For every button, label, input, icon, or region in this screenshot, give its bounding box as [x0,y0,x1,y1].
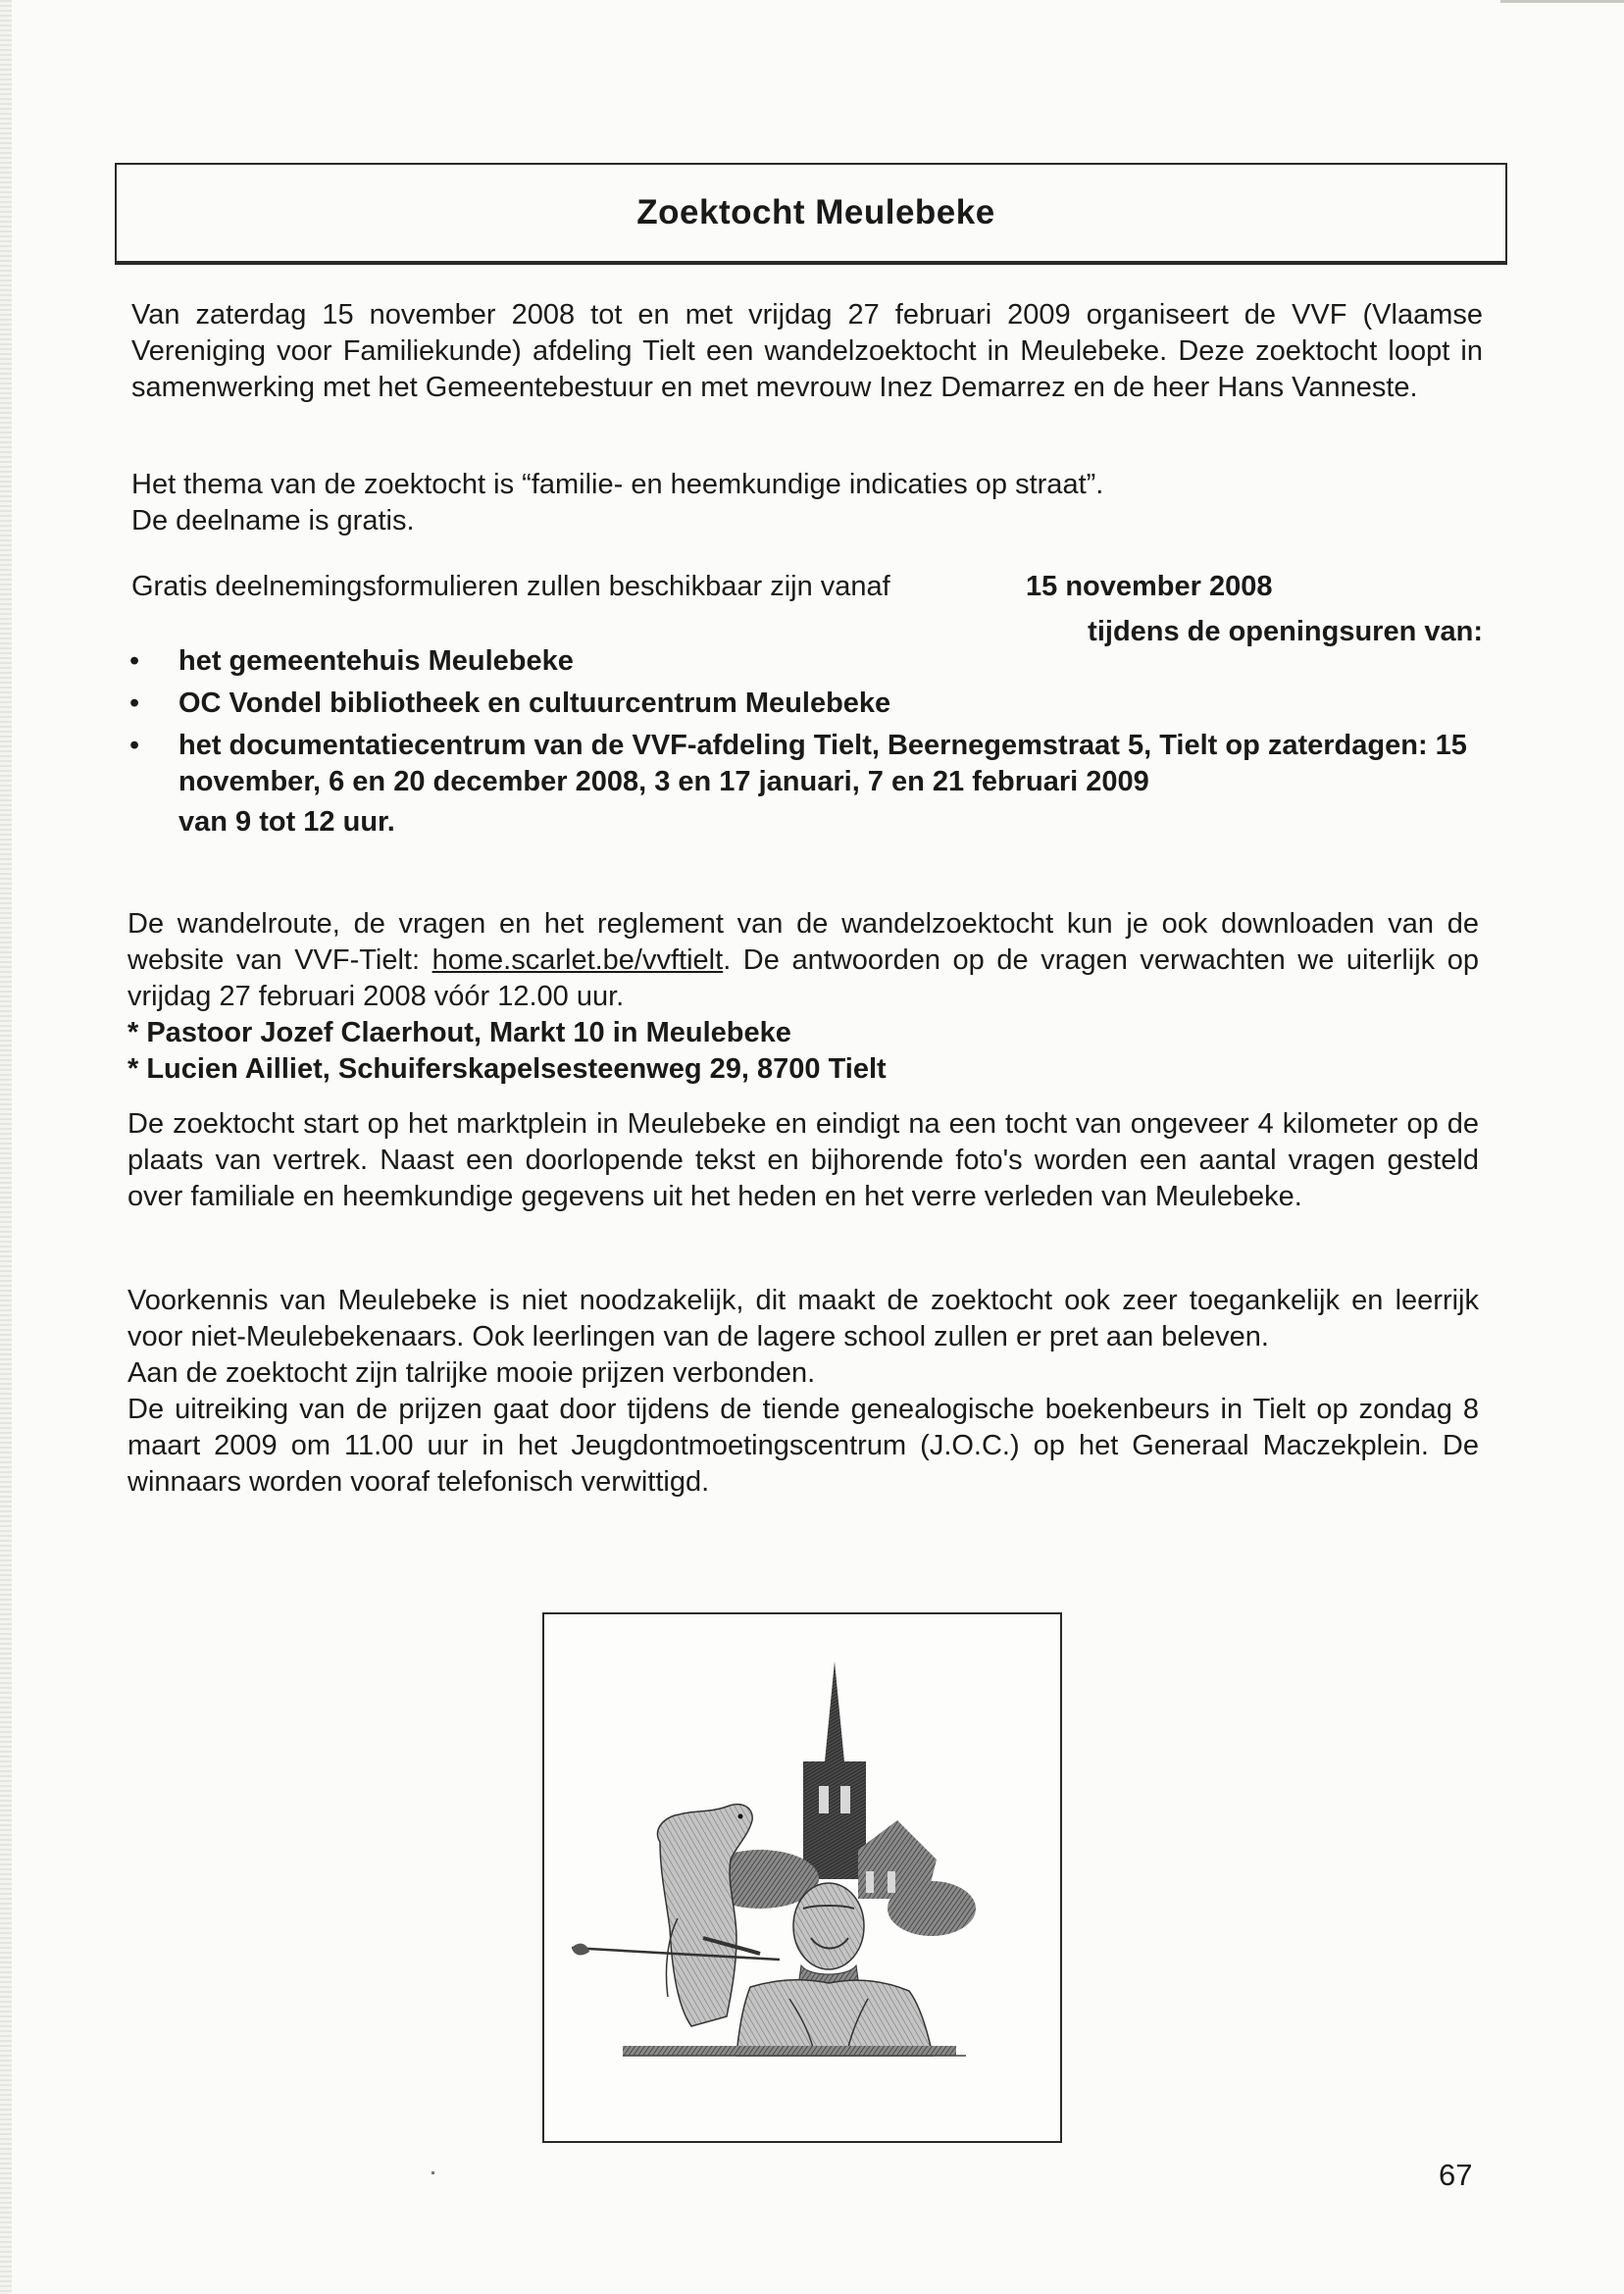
availability-row [131,569,1483,605]
route-paragraph: De zoektocht start op het marktplein in Meulebeke en eindigt na een tocht van ongeveer 4 kilometer op de plaats van vertrek. Naast een doorlopende tekst en bijhorende foto's worden een aantal vragen gesteld over familiale en heemkundige gegevens uit het heden en het verre verleden van Meulebeke. [127,1108,1479,1212]
page-number: 67 [1439,2158,1473,2192]
illustration-figure [542,1612,1062,2143]
download-text-end: . De antwoorden op de vragen verwachten we uiterlijk op vrijdag 27 februari 2008 vóór 12.00 uur. [127,944,1479,1012]
location-text: OC Vondel bibliotheek en cultuurcentrum Meulebeke [178,688,891,719]
scan-dot [431,2171,434,2174]
address-ailliet: * Lucien Ailliet, Schuiferskapelsesteenweg 29, 8700 Tielt [127,1053,887,1085]
availability-during: tijdens de openingsuren van: [1088,616,1483,647]
participation-line: De deelname is gratis. [131,505,415,536]
availability-date: 15 november 2008 [1026,571,1273,602]
intro-paragraph: Van zaterdag 15 november 2008 tot en met vrijdag 27 februari 2009 organiseert de VVF (Vlaamse Vereniging voor Familiekunde) afdeling Tielt een wandelzoektocht in Meulebeke. Deze zoektocht loopt in samenwerking met het Gemeentebestuur en met mevrouw Inez Demarrez en de heer Hans Vanneste. [131,299,1483,403]
download-text-start: De wandelroute, de vragen en het reglement van de wandelzoektocht kun je ook downloaden van de website van VVF-Tielt: [127,908,1479,976]
availability-intro: Gratis deelnemingsformulieren zullen beschikbaar zijn vanaf [131,571,890,602]
list-item [127,728,1500,841]
scan-edge [0,0,12,2294]
ceremony-text: De uitreiking van de prijzen gaat door tijdens de tiende genealogische boekenbeurs in Tielt op zondag 8 maart 2009 om 11.00 uur in het Jeugdontmoetingscentrum (J.O.C.) op het Generaal Maczekplein. De winnaars worden vooraf telefonisch verwittigd. [127,1394,1479,1498]
theme-line: Het thema van de zoektocht is “familie- en heemkundige indicaties op straat”. [131,469,1104,500]
bullet-icon: • [129,645,140,677]
list-item [127,643,1500,680]
location-text: het documentatiecentrum van de VVF-afdeling Tielt, Beernegemstraat 5, Tielt op zaterdagen: 15 november, 6 en 20 december 2008, 3 en 17 januari, 7 en 21 februari 2009 [178,730,1467,797]
location-text: het gemeentehuis Meulebeke [178,645,574,677]
prizes-text: Aan de zoektocht zijn talrijke mooie prijzen verbonden. [127,1357,816,1389]
download-text [127,906,1479,1015]
bullet-icon: • [129,730,140,761]
church-spire [825,1661,844,1761]
opening-hours: van 9 tot 12 uur. [178,806,395,838]
download-paragraph [127,906,1479,1088]
locations-list [127,643,1500,846]
scan-mark [1500,0,1624,3]
church-bear-statue-illustration [544,1614,1060,2141]
bear-statue [657,1805,760,2026]
prizes-paragraph [127,1283,1479,1501]
website-link[interactable]: home.scarlet.be/vvftielt [431,944,724,976]
bullet-icon: • [129,688,140,719]
list-item [127,686,1500,722]
page-title: Zoektocht Meulebeke [636,193,995,231]
prior-knowledge-text: Voorkennis van Meulebeke is niet noodzakelijk, dit maakt de zoektocht ook zeer toegankelijk en leerrijk voor niet-Meulebekenaars. Ook leerlingen van de lagere school zullen er pret aan beleven. [127,1285,1479,1352]
church-tower [803,1761,866,1879]
address-claerhout: * Pastoor Jozef Claerhout, Markt 10 in Meulebeke [127,1017,791,1048]
theme-paragraph [131,467,1483,539]
title-box [115,163,1507,265]
